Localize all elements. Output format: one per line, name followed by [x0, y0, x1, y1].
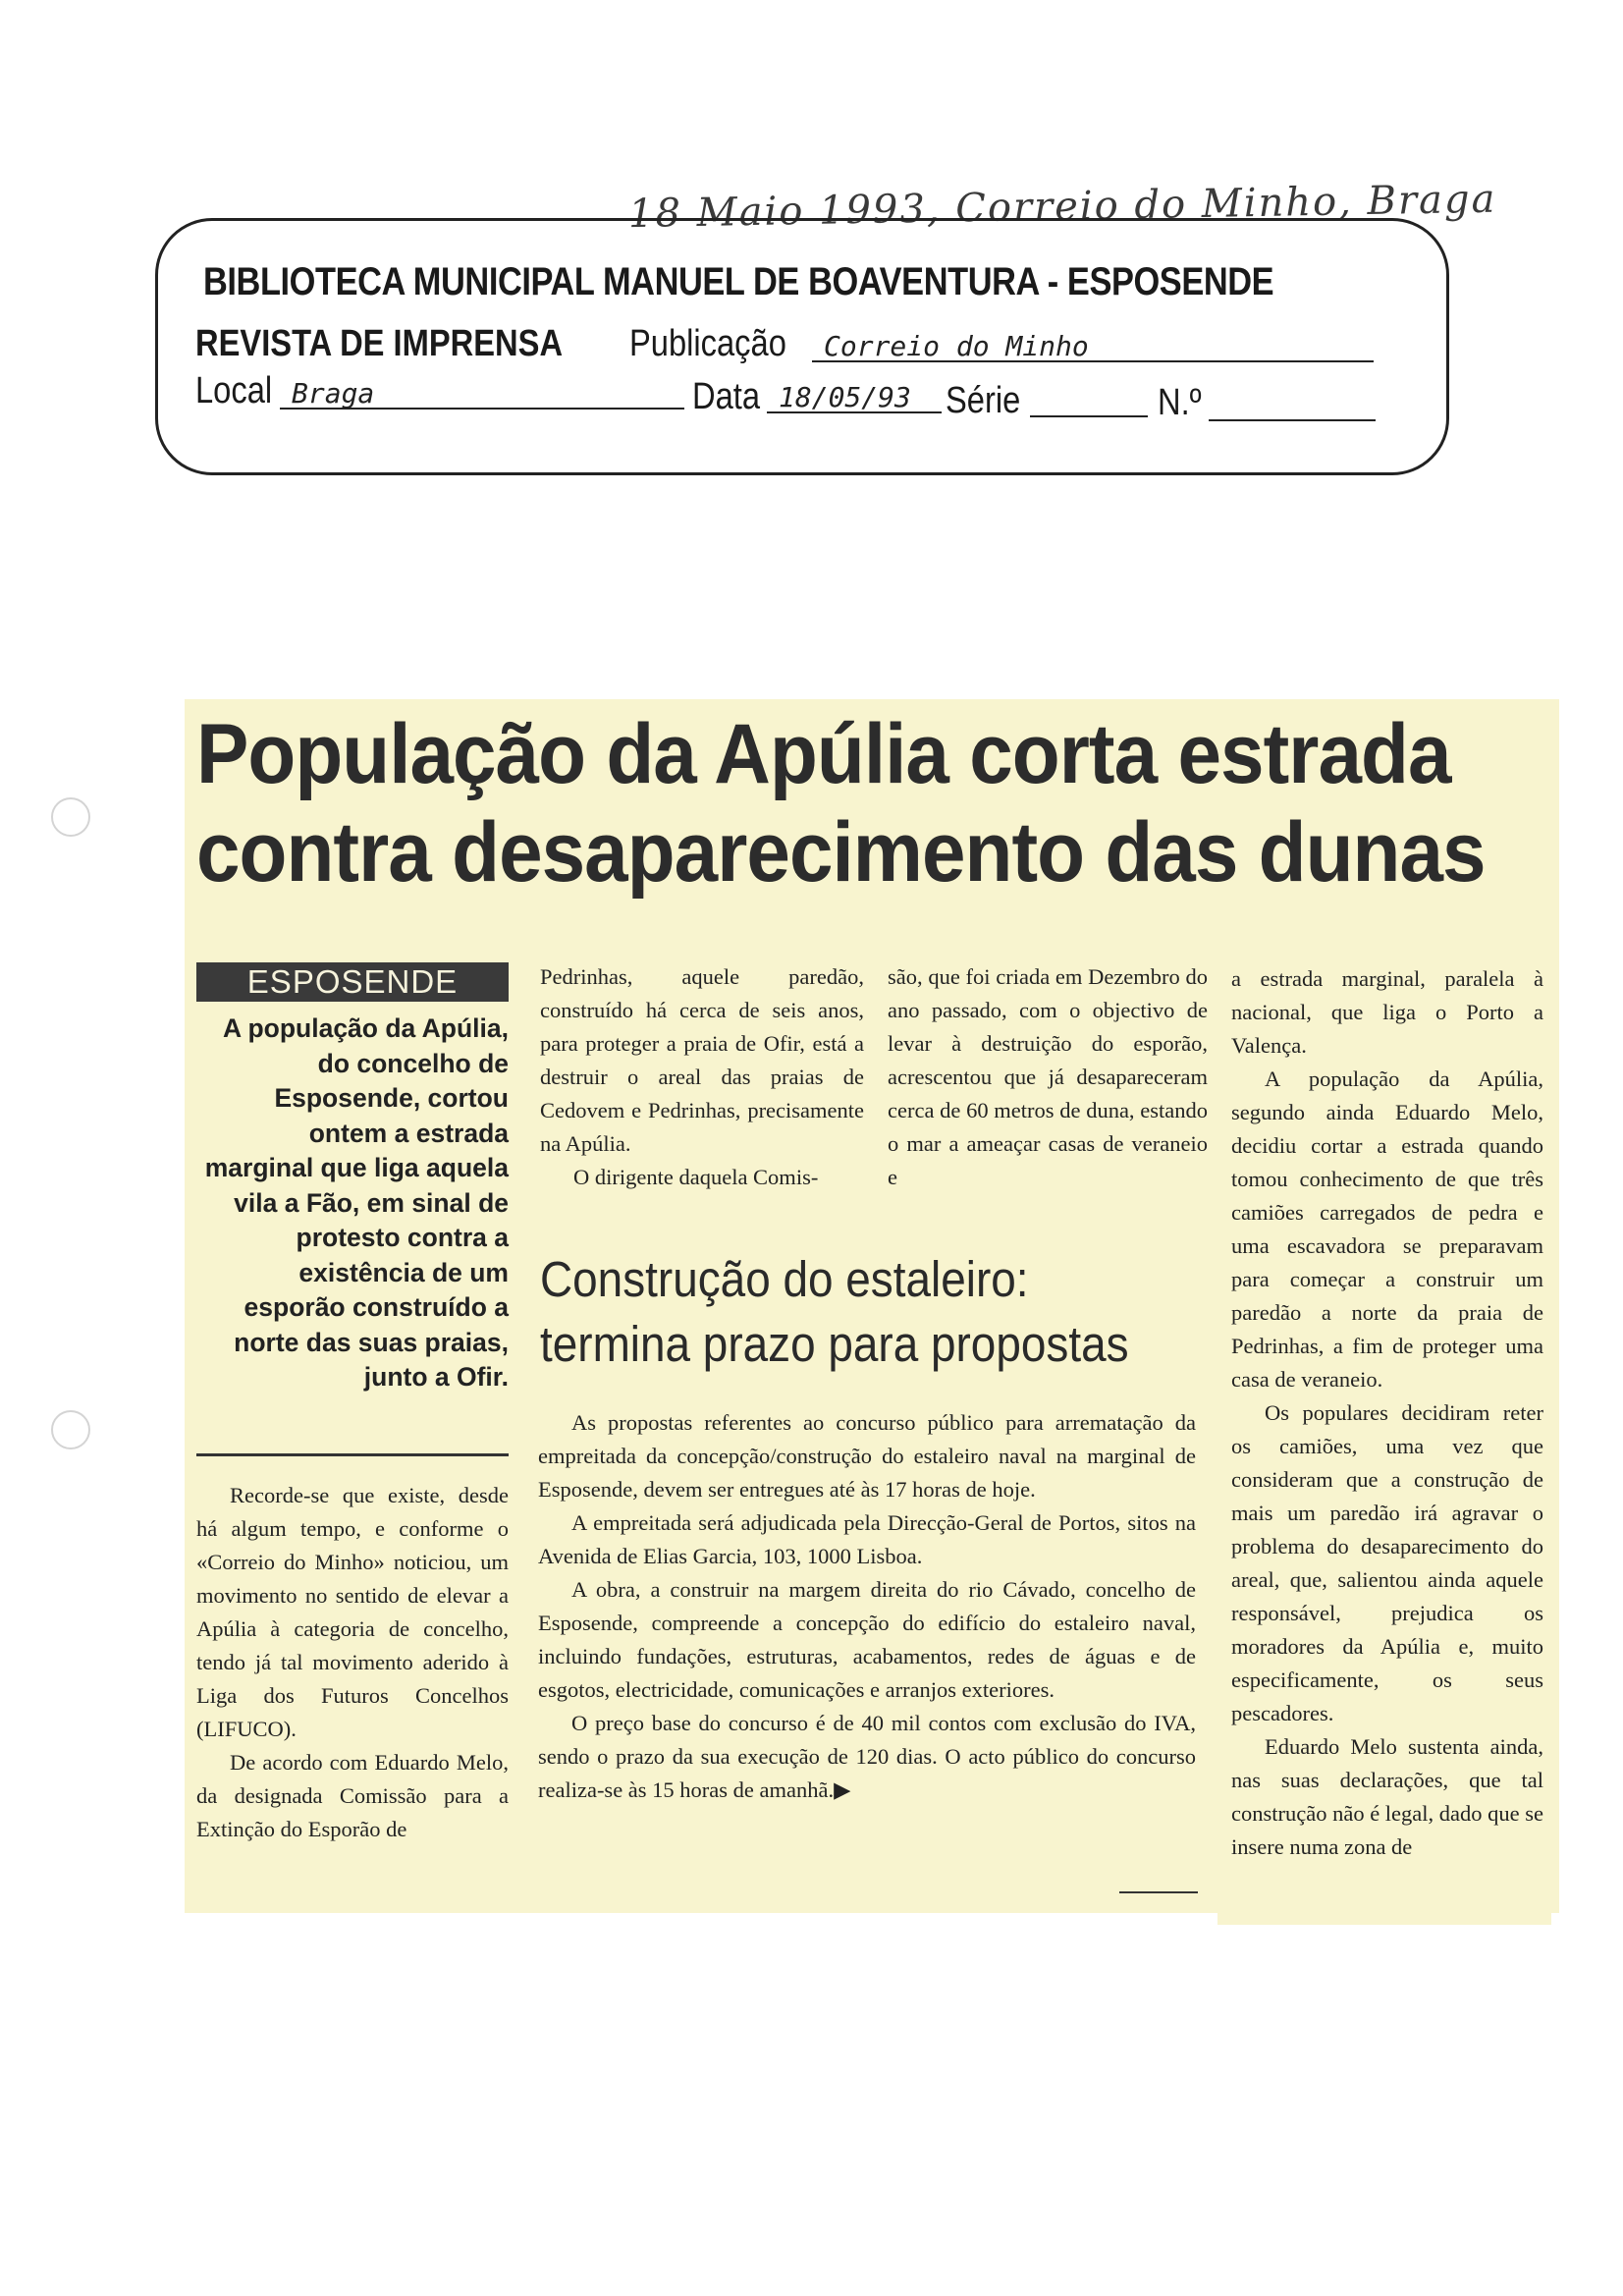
serie-label: Série [946, 380, 1021, 421]
library-stamp [155, 218, 1449, 475]
headline-line-1: População da Apúlia corta estrada [196, 707, 1451, 801]
stamp-title: BIBLIOTECA MUNICIPAL MANUEL DE BOAVENTURA - ESPOSENDE [203, 260, 1274, 303]
column-4-paragraph-1: a estrada marginal, paralela à nacional, que liga o Porto a Valença. [1231, 966, 1543, 1058]
publicacao-field: Correio do Minho [812, 325, 1374, 362]
sub-headline-line-2: termina prazo para propostas [540, 1316, 1129, 1372]
column-2-paragraph-1: Pedrinhas, aquele paredão, construído há cerca de seis anos, para proteger a praia de Ofir, está a destruir o areal das praias de Cedovem e Pedrinhas, precisamente na Apúlia. [540, 964, 864, 1156]
column-3-paragraph-1: são, que foi criada em Dezembro do ano passado, com o objectivo de levar à destruição do esporão, acrescentou que já desapareceram cerca de 60 metros de duna, estando o mar a ameaçar casas de veraneio e [888, 964, 1208, 1189]
revista-label: REVISTA DE IMPRENSA [195, 323, 564, 364]
revista-label-wrap [195, 323, 622, 365]
article-column-1 [196, 1479, 509, 1846]
column-4-paragraph-2: A população da Apúlia, segundo ainda Eduardo Melo, decidiu cortar a estrada quando tomou conhecimento de que três camiões carregados de pedra e uma escavadora se preparavam para começar a construir um paredão a norte da praia de Pedrinhas, a fim de proteger uma casa de veraneio. [1231, 1066, 1543, 1392]
sub-article-end-rule [1119, 1891, 1198, 1893]
punch-hole-top [51, 797, 90, 837]
data-label: Data [692, 376, 761, 417]
sub-article-paragraph-4: O preço base do concurso é de 40 mil contos com exclusão do IVA, sendo o prazo da sua execução de 120 dias. O acto público do concurso realiza-se às 15 horas de amanhã.▶ [538, 1711, 1196, 1802]
sub-headline-line-1: Construção do estaleiro: [540, 1251, 1029, 1307]
publicacao-label-wrap [629, 323, 812, 365]
publicacao-label: Publicação [629, 323, 786, 364]
handwritten-note: 18 Maio 1993, Correio do Minho, Braga [627, 176, 1497, 238]
headline-line-2: contra desaparecimento das dunas [196, 805, 1486, 900]
article-lead: A população da Apúlia, do concelho de Esposende, cortou ontem a estrada marginal que liga aquela vila a Fão, em sinal de protesto contra a existência de um esporão construído a norte das suas praias, junto a Ofir. [204, 1013, 509, 1392]
sub-article-paragraph-2: A empreitada será adjudicada pela Direcção-Geral de Portos, sitos na Avenida de Elias Garcia, 103, 1000 Lisboa. [538, 1510, 1196, 1568]
punch-hole-bottom [51, 1410, 90, 1449]
sub-article-body [538, 1406, 1196, 1807]
column-4-paragraph-3: Os populares decidiram reter os camiões, uma vez que consideram que a construção de mais um paredão irá agravar o problema do desaparecimento do areal, que, salientou ainda aquele responsável, prejudica os moradores da Apúlia e, muito especificamente, os seus pescadores. [1231, 1400, 1543, 1725]
numero-field [1209, 384, 1376, 421]
column-1-paragraph-2: De acordo com Eduardo Melo, da designada Comissão para a Extinção do Esporão de [196, 1750, 509, 1841]
article-headline [196, 705, 1561, 902]
section-tag: ESPOSENDE [196, 962, 509, 1002]
local-label: Local [195, 370, 273, 411]
serie-label-wrap [946, 380, 1033, 422]
sub-article-paragraph-1: As propostas referentes ao concurso público para arrematação da empreitada da concepção/construção do estaleiro naval na marginal de Esposende, devem ser entregues até às 17 horas de hoje. [538, 1410, 1196, 1502]
data-field: 18/05/93 [767, 376, 942, 413]
serie-field [1030, 380, 1148, 417]
data-label-wrap [692, 376, 771, 418]
column-1-paragraph-1: Recorde-se que existe, desde há algum tempo, e conforme o «Correio do Minho» noticiou, um movimento no sentido de elevar a Apúlia à categoria de concelho, tendo já tal movimento aderido à Liga dos Futuros Concelhos (LIFUCO). [196, 1483, 509, 1741]
article-column-2 [540, 960, 864, 1194]
sub-article-headline [540, 1247, 1208, 1377]
local-field: Braga [280, 372, 684, 410]
numero-label: N.º [1158, 382, 1202, 423]
column-2-paragraph-2: O dirigente daquela Comis- [573, 1165, 819, 1189]
article-column-3 [888, 960, 1208, 1194]
sub-article-paragraph-3: A obra, a construir na margem direita do rio Cávado, concelho de Esposende, compreende a concepção do edifício do estaleiro naval, incluindo fundações, estruturas, acabamentos, redes de águas e de esgotos, electricidade, comunicações e arranjos exteriores. [538, 1577, 1196, 1702]
lead-divider [196, 1453, 509, 1456]
column-4-paragraph-4: Eduardo Melo sustenta ainda, nas suas declarações, que tal construção não é legal, dado que se insere numa zona de [1231, 1734, 1543, 1859]
numero-label-wrap [1158, 382, 1209, 424]
article-column-4 [1231, 962, 1543, 1864]
local-label-wrap [195, 370, 285, 412]
